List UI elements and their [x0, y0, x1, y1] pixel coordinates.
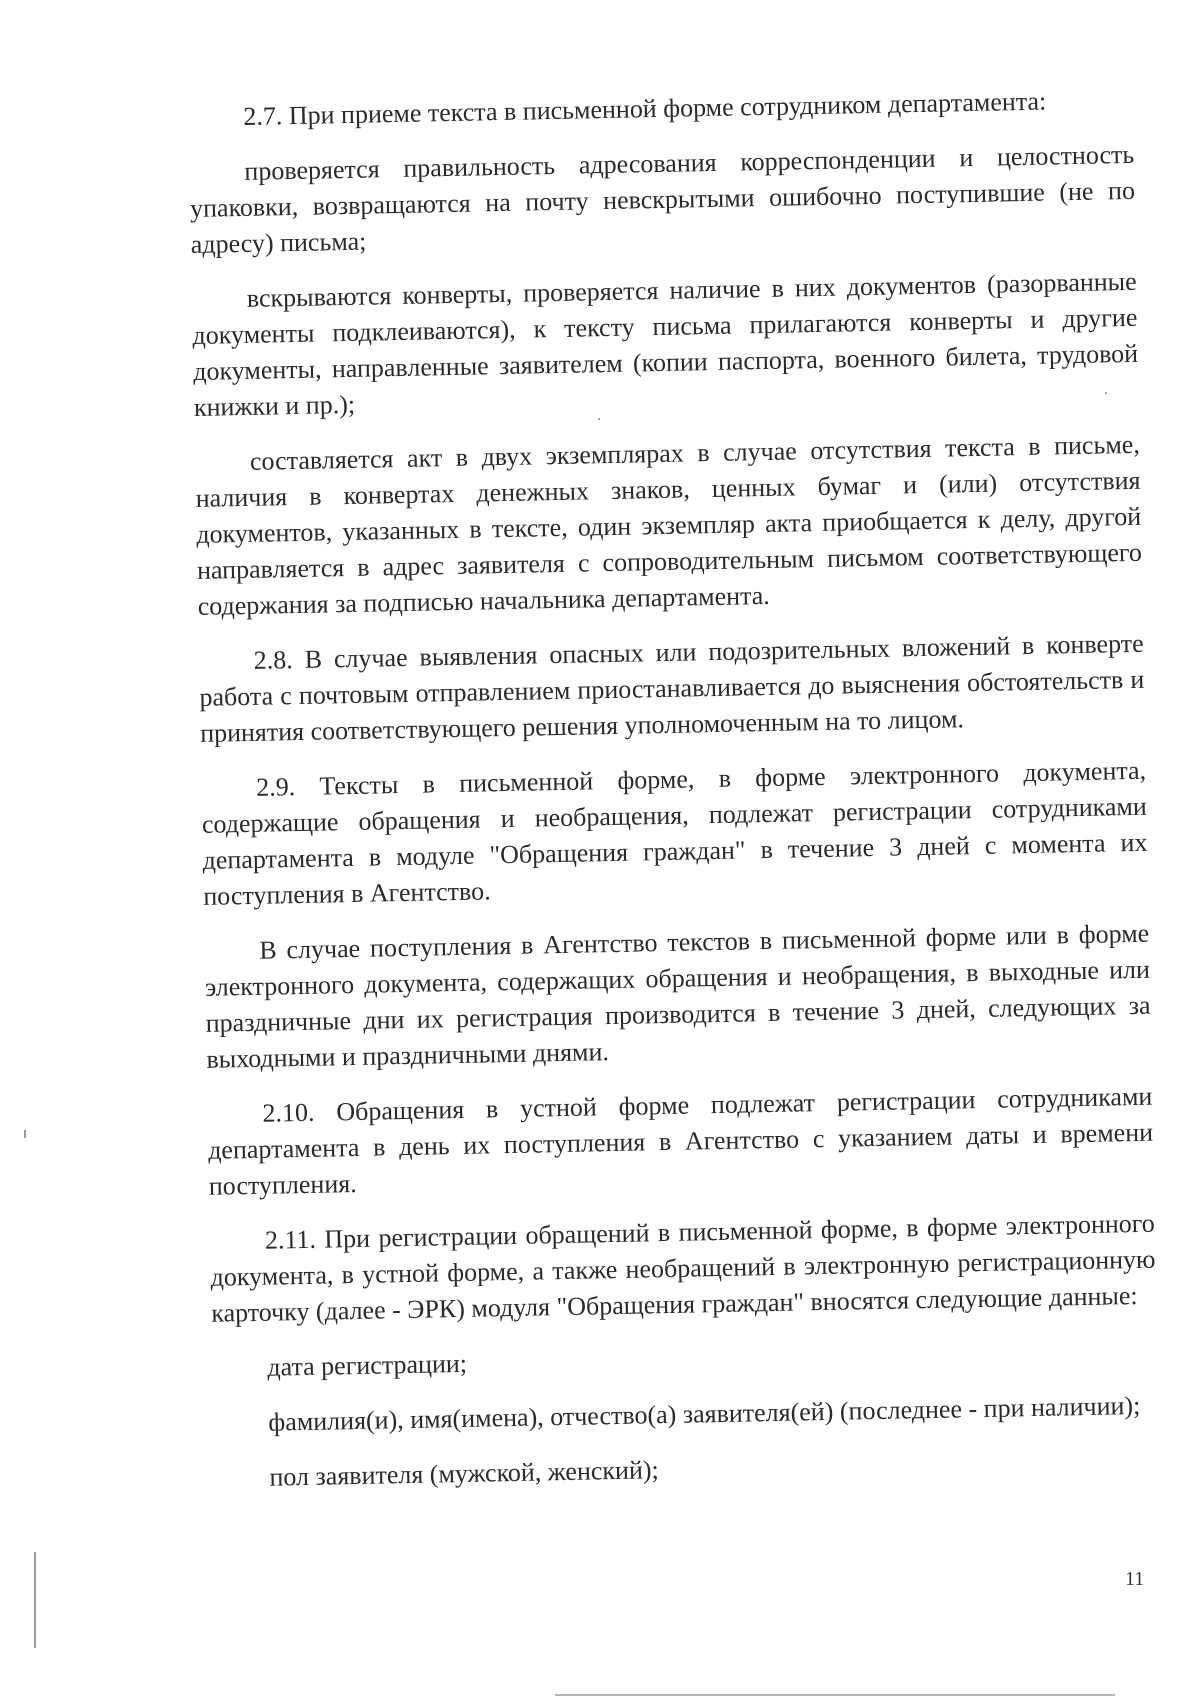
scan-edge-tick: [24, 1130, 26, 1138]
paragraph-act: составляется акт в двух экземплярах в случае отсутствия текста в письме, наличия в конвертах денежных знаков, ценных бумаг и (или) отсутствия документов, указанных в тексте, один экземпляр акта приобщается к делу, другой направляется в адрес заявителя с сопроводительным письмом соответствующего содержания за подписью начальника департамента.: [195, 429, 1143, 621]
list-item-applicant-gender: пол заявителя (мужской, женский);: [269, 1455, 659, 1492]
list-item-applicant-name: фамилия(и), имя(имена), отчество(а) заявителя(ей) (последнее - при наличии);: [268, 1390, 1141, 1437]
scan-speck: [598, 418, 600, 420]
paragraph-2-11: 2.11. При регистрации обращений в письменной форме, в форме электронного документа, в устной форме, а также необращений в электронную регистрационную карточку (далее - ЭРК) модуля "Обращения граждан" вносятся следующие данные:: [210, 1208, 1156, 1328]
paragraph-holidays: В случае поступления в Агентство текстов в письменной форме или в форме электронного документа, содержащих обращения и необращения, в выходные или праздничные дни их регистрация производится в течение 3 дней, следующих за выходными и праздничными днями.: [204, 918, 1151, 1074]
list-item-registration-date: дата регистрации;: [267, 1348, 468, 1382]
paragraph-2-10: 2.10. Обращения в устной форме подлежат регистрации сотрудниками департамента в день их поступления в Агентство с указанием даты и времени поступления.: [207, 1081, 1154, 1201]
document-body: [188, 82, 1160, 1497]
paragraph-2-8: 2.8. В случае выявления опасных или подозрительных вложений в конверте работа с почтовым отправлением приостанавливается до выяснения обстоятельств и принятия соответствующего решения уполномоченным на то лицом.: [199, 628, 1145, 748]
page-number: 11: [1125, 1568, 1145, 1590]
paragraph-check-addressing: проверяется правильность адресования корреспонденции и целостность упаковки, возвращаются на почту невскрытыми ошибочно поступившие (не по адресу) письма;: [189, 139, 1136, 259]
scan-edge-mark: [34, 1552, 36, 1648]
paragraph-open-envelopes: вскрываются конверты, проверяется наличие в них документов (разорванные документы подклеиваются), к тексту письма прилагаются конверты и другие документы, направленные заявителем (копии паспорта, военного билета, трудовой книжки и пр.);: [192, 266, 1139, 422]
scan-speck: [1105, 392, 1107, 394]
paragraph-2-7: 2.7. При приеме текста в письменной форме сотрудником департамента:: [243, 86, 1047, 131]
paragraph-2-9: 2.9. Тексты в письменной форме, в форме электронного документа, содержащие обращения и необращения, подлежат регистрации сотрудниками департамента в модуле "Обращения граждан" в течение 3 дней с момента их поступления в Агентство.: [201, 755, 1148, 911]
scan-bottom-edge: [555, 1694, 1115, 1696]
